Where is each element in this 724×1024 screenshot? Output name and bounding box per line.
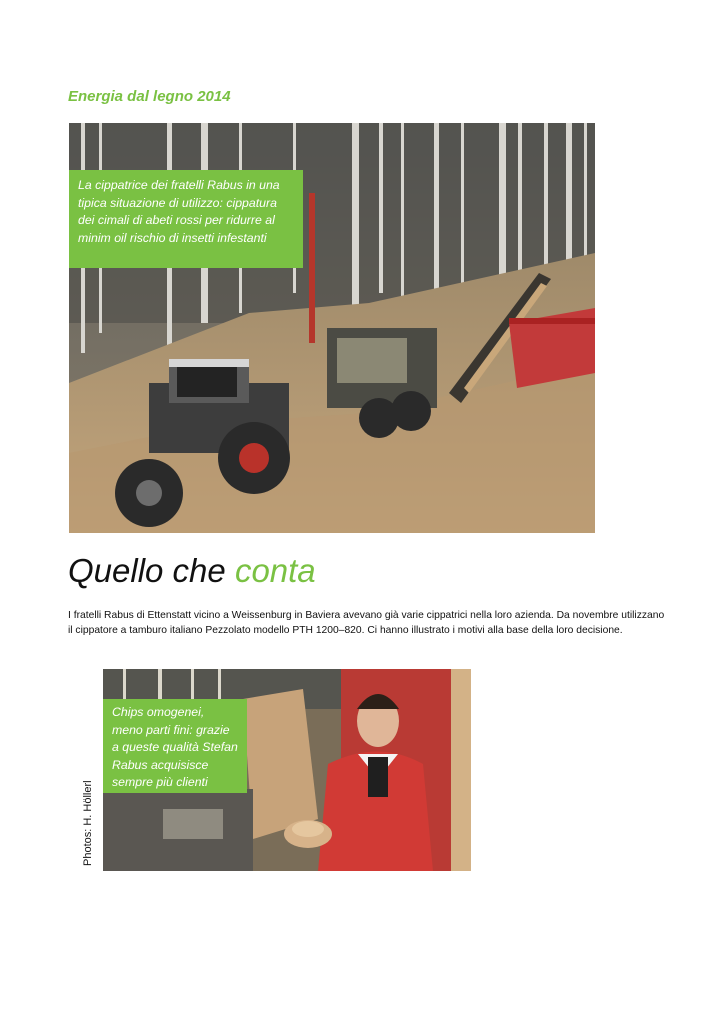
photo-credit: Photos: H. Höllerl xyxy=(82,780,94,866)
article-headline xyxy=(68,552,316,590)
photo-caption: La cippatrice dei fratelli Rabus in una tipica situazione di utilizzo: cippatura dei cimali di abeti rossi per ridurre al minim oil rischio di insetti infestanti xyxy=(69,170,303,268)
photo-caption-2: Chips omogenei, meno parti fini: grazie a queste qualità Stefan Rabus acquisisce sempre più clienti xyxy=(103,699,247,793)
article-lead: I fratelli Rabus di Ettenstatt vicino a Weissenburg in Baviera avevano già varie cippatrici nella loro azienda. Da novembre utilizzano il cippatore a tamburo italiano Pezzolato modello PTH 1200–820. Ci hanno illustrato i motivi alla base della loro decisione. xyxy=(68,610,665,636)
headline-accent: conta xyxy=(234,552,316,589)
headline-main: Quello che xyxy=(68,552,235,589)
section-label: Energia dal legno 2014 xyxy=(68,88,231,105)
